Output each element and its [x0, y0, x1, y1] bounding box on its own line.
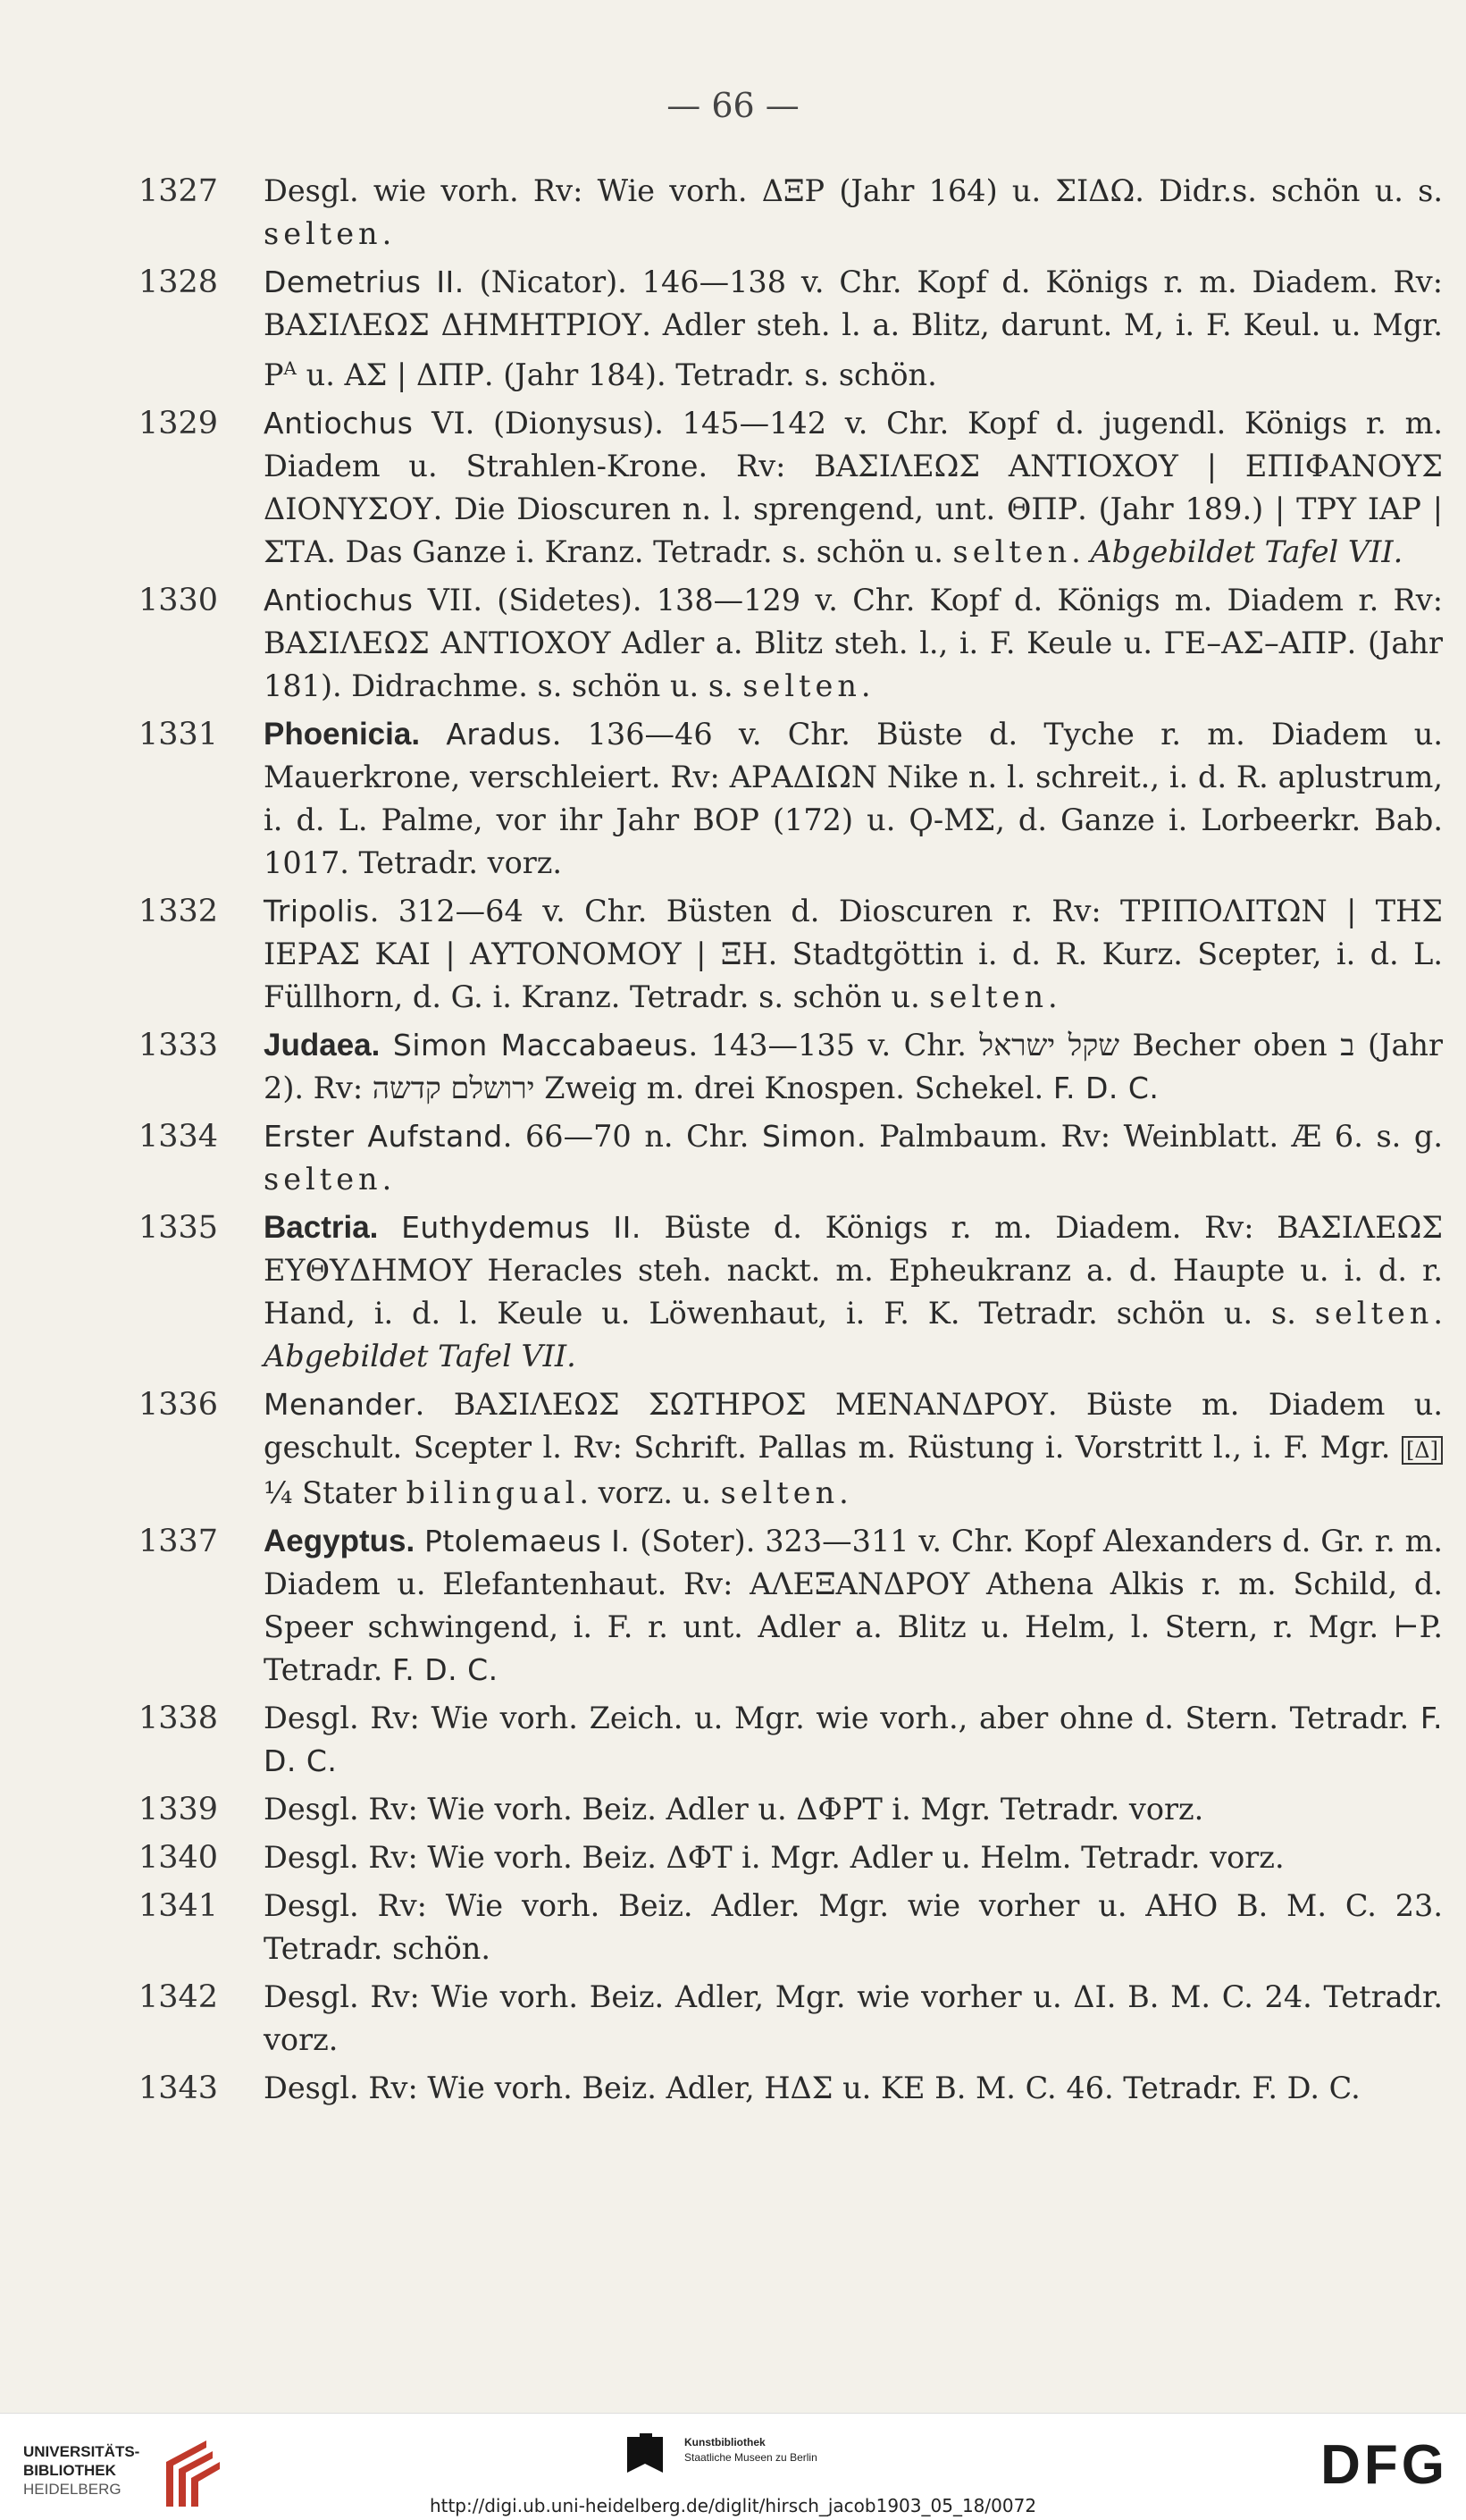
entry-name: F. D. C. — [1052, 1071, 1160, 1106]
kunstbibliothek-name — [684, 2435, 817, 2465]
catalog-entry — [138, 1836, 1443, 1879]
entry-name: Euthydemus — [401, 1210, 591, 1246]
entry-text: . — [381, 216, 392, 251]
entry-number: 1336 — [138, 1387, 219, 1424]
entry-number: 1331 — [138, 717, 219, 753]
entry-text — [591, 1210, 614, 1245]
entry-name: Demetrius — [264, 265, 422, 299]
entry-text: VI. (Dionysus). 145—142 v. Chr. Kopf d. jugendl. Königs r. m. Diadem u. Strahlen-Krone. Rv: ΒΑΣΙΛΕΩΣ ΑΝΤΙΟΧΟΥ | ΕΠΙΦΑΝΟΥΣ ΔΙΟΝΥΣΟΥ. Die Dioscuren n. l. sprengend, unt. ΘΠΡ. (Jahr 189.) | ΤΡΥ ΙΑΡ | ΣΤΑ. Das Ganze i. Kranz. Tetradr. s. schön u. — [264, 406, 1443, 570]
footer-bar — [0, 2413, 1466, 2520]
entry-name: F. D. C. — [392, 1652, 498, 1688]
entry-plate-ref: Abgebildet Tafel VII. — [264, 1339, 576, 1374]
university-library-name — [23, 2442, 139, 2499]
entry-text: . — [839, 1475, 849, 1511]
catalog-entry — [138, 1697, 1443, 1783]
entry-text — [420, 717, 446, 752]
entry-text: selten — [264, 1162, 382, 1197]
entry-description — [264, 2067, 1443, 2110]
entry-text: . 143—135 v. Chr. שקל ישראל Becher oben ב (Jahr 2). Rv: ירושלם קדשה Zweig m. drei Knospen. Schekel. — [264, 1028, 1444, 1106]
entry-number: 1339 — [138, 1792, 219, 1828]
entry-number: 1333 — [138, 1028, 219, 1064]
entry-text: . — [860, 668, 871, 704]
catalog-entry — [138, 1520, 1443, 1692]
catalog-entry — [138, 1206, 1443, 1378]
entry-description — [264, 890, 1443, 1019]
entry-number: 1342 — [138, 1979, 219, 2016]
entry-name: Antiochus — [264, 583, 414, 618]
uni-line-1: UNIVERSITÄTS- — [23, 2443, 140, 2460]
entry-text: selten — [952, 534, 1072, 570]
entry-text: Desgl. Rv: Wie vorh. Beiz. ΔΦΤ i. Mgr. Adler u. Helm. Tetradr. vorz. — [264, 1840, 1285, 1876]
catalog-entry — [138, 713, 1443, 885]
entry-number: 1341 — [138, 1888, 219, 1925]
entry-description — [264, 170, 1443, 256]
kb-line-2: Staatliche Museen zu Berlin — [684, 2451, 817, 2464]
entry-text: . 136—46 v. Chr. Büste d. Tyche r. m. Diadem u. Mauerkrone, verschleiert. Rv: ΑΡΑΔΙΩΝ Nike n. l. schreit., i. d. R. aplustrum, i. d. L. Palme, vor ihr Jahr ΒΟΡ (172) u. Ϙ-ΜΣ, d. Ganze i. Lorbeerkr. Bab. 1017. Tetradr. vorz. — [264, 717, 1443, 881]
entry-description — [264, 402, 1443, 574]
entry-name: II. — [613, 1210, 641, 1246]
entry-text: . vorz. u. — [579, 1475, 721, 1511]
entry-number: 1329 — [138, 406, 219, 442]
entry-name: Menander — [264, 1387, 415, 1423]
entry-description — [264, 1520, 1443, 1692]
entry-description — [264, 1788, 1443, 1831]
catalog-entry — [138, 1383, 1443, 1515]
entry-description — [264, 1206, 1443, 1378]
page-number: — 66 — — [666, 86, 800, 125]
entry-description — [264, 1976, 1443, 2062]
entry-text: Desgl. Rv: Wie vorh. Beiz. Adler, ΗΔΣ u. ΚΕ B. M. C. 46. Tetradr. F. D. C. — [264, 2071, 1361, 2106]
entry-name: Simon — [761, 1119, 857, 1155]
kb-line-1: Kunstbibliothek — [684, 2436, 766, 2449]
entry-text: Desgl. Rv: Wie vorh. Zeich. u. Mgr. wie vorh., aber ohne d. Stern. Tetradr. — [264, 1701, 1420, 1736]
entry-number: 1332 — [138, 894, 219, 930]
entry-text: . — [1048, 979, 1058, 1015]
kunstbibliothek-logo[interactable] — [625, 2432, 875, 2485]
entry-text: Büste d. Königs r. m. Diadem. Rv: ΒΑΣΙΛΕΩΣ ΕΥΘΥΔΗΜΟΥ Heracles steh. nackt. m. Epheukranz a. d. Haupte u. i. d. r. Hand, i. d. l. Keule u. Löwenhaut, i. F. K. Tetradr. schön u. s. — [264, 1210, 1444, 1331]
entry-text: bilingual — [406, 1475, 580, 1511]
entry-text: . — [381, 1162, 392, 1197]
catalog-entry — [138, 261, 1443, 397]
entry-number: 1343 — [138, 2071, 219, 2107]
entry-text — [421, 265, 436, 299]
entry-description — [264, 579, 1443, 708]
entry-text: (Nicator). 146—138 v. Chr. Kopf d. Königs r. m. Diadem. Rv: ΒΑΣΙΛΕΩΣ ΔΗΜΗΤΡΙΟΥ. Adler steh. l. a. Blitz, darunt. M, i. F. Keul. u. Mgr. P — [264, 265, 1443, 393]
entry-name: Erster Aufstand — [264, 1119, 503, 1155]
entry-text: . ΒΑΣΙΛΕΩΣ ΣΩΤΗΡΟΣ ΜΕΝΑΝΔΡΟΥ. Büste m. Diadem u. geschult. Scepter l. Rv: Schrift. Pallas m. Rüstung i. Vorstritt l., i. F. Mgr. — [264, 1387, 1443, 1466]
entry-text: . Palmbaum. Rv: Weinblatt. Æ 6. s. g. — [856, 1119, 1444, 1155]
entry-name: Ptolemaeus — [424, 1524, 602, 1559]
catalog-entry — [138, 579, 1443, 708]
catalog-entries — [138, 170, 1443, 2115]
entry-name: Tripolis — [264, 894, 370, 929]
entry-name: Aradus — [446, 717, 552, 752]
entry-number: 1338 — [138, 1701, 219, 1737]
entry-description — [264, 713, 1443, 885]
entry-description — [264, 1024, 1443, 1110]
entry-text — [601, 1524, 611, 1558]
catalog-entry — [138, 170, 1443, 256]
catalog-entry — [138, 1024, 1443, 1110]
entry-text: . — [1071, 534, 1091, 570]
entry-text: (Soter). 323—311 v. Chr. Kopf Alexanders d. Gr. r. m. Diadem u. Elefantenhaut. Rv: ΑΛΕΞΑΝΔΡΟΥ Athena Alkis r. m. Schild, d. Speer schwingend, i. F. r. unt. Adler a. Blitz u. Helm, l. Stern, r. Mgr. ⊢P. Tetradr. — [264, 1524, 1443, 1688]
entry-text: VII. (Sidetes). 138—129 v. Chr. Kopf d. Königs m. Diadem r. Rv: ΒΑΣΙΛΕΩΣ ΑΝΤΙΟΧΟΥ Adler a. Blitz steh. l., i. F. Keule u. ΓΕ–ΑΣ–ΑΠΡ. (Jahr 181). Didrachme. s. schön u. s. — [264, 583, 1443, 704]
catalog-entry — [138, 402, 1443, 574]
entry-text: Desgl. wie vorh. Rv: Wie vorh. ΔΞΡ (Jahr 164) u. ΣΙΔΩ. Didr. — [264, 173, 1233, 208]
entry-text: Desgl. Rv: Wie vorh. Beiz. Adler. Mgr. wie vorher u. ΑΗΟ B. M. C. 23. Tetradr. schön. — [264, 1888, 1443, 1967]
catalog-entry — [138, 1976, 1443, 2062]
entry-text: selten — [1314, 1296, 1434, 1331]
entry-text: . 312—64 v. Chr. Büsten d. Dioscuren r. Rv: ΤΡΙΠΟΛΙΤΩΝ | ΤΗΣ ΙΕΡΑΣ ΚΑΙ | ΑΥΤΟΝΟΜΟΥ | ΞΗ. Stadtgöttin i. d. R. Kurz. Scepter, i. d. L. Füllhorn, d. G. i. Kranz. Tetradr. s. schön u. — [264, 894, 1443, 1015]
entry-number: 1327 — [138, 173, 219, 209]
entry-description — [264, 1697, 1443, 1783]
entry-text: selten — [742, 668, 861, 704]
entry-description — [264, 1836, 1443, 1879]
entry-text: [Δ] — [1402, 1436, 1443, 1465]
entry-number: 1330 — [138, 583, 219, 619]
catalog-entry — [138, 1885, 1443, 1970]
entry-text: . — [1433, 1296, 1443, 1331]
catalog-entry — [138, 2067, 1443, 2110]
uni-line-3: HEIDELBERG — [23, 2481, 121, 2498]
entry-region: Phoenicia. — [264, 717, 421, 752]
catalog-entry — [138, 890, 1443, 1019]
entry-region: Bactria. — [264, 1210, 379, 1246]
catalog-entry — [138, 1788, 1443, 1831]
entry-text: Desgl. Rv: Wie vorh. Beiz. Adler, Mgr. wie vorher u. ΔΙ. B. M. C. 24. Tetradr. vorz. — [264, 1979, 1443, 2058]
entry-text — [415, 1524, 424, 1558]
entry-description — [264, 1383, 1443, 1515]
entry-plate-ref: Abgebildet Tafel VII. — [1090, 534, 1403, 570]
entry-description — [264, 261, 1443, 397]
entry-text — [378, 1210, 401, 1245]
uni-line-2: BIBLIOTHEK — [23, 2462, 116, 2479]
entry-text: . 66—70 n. Chr. — [502, 1119, 762, 1155]
entry-text: selten — [720, 1475, 840, 1511]
entry-number: 1340 — [138, 1840, 219, 1877]
entry-text: ¼ Stater — [264, 1475, 406, 1511]
catalog-entry — [138, 1115, 1443, 1201]
entry-text — [380, 1028, 393, 1063]
entry-text: selten — [929, 979, 1049, 1015]
entry-name: Simon Maccabaeus — [392, 1028, 689, 1063]
kunstbibliothek-mark-icon — [625, 2432, 670, 2476]
entry-description — [264, 1885, 1443, 1970]
dfg-logo[interactable]: DFG — [1320, 2434, 1448, 2496]
entry-number: 1334 — [138, 1119, 219, 1155]
source-url[interactable]: http://digi.ub.uni-heidelberg.de/diglit/hirsch_jacob1903_05_18/0072 — [429, 2495, 1037, 2516]
entry-number: 1328 — [138, 265, 219, 300]
entry-text: s. schön u. s. — [1232, 173, 1443, 208]
entry-description — [264, 1115, 1443, 1201]
entry-text: Desgl. Rv: Wie vorh. Beiz. Adler u. ΔΦΡΤ i. Mgr. Tetradr. vorz. — [264, 1792, 1204, 1827]
entry-text: u. ΑΣ | ΔΠΡ. (Jahr 184). Tetradr. s. schön. — [297, 357, 937, 393]
entry-number: 1337 — [138, 1524, 219, 1560]
entry-text: selten — [264, 216, 382, 251]
entry-name: II. — [436, 265, 465, 299]
entry-region: Aegyptus. — [264, 1524, 415, 1559]
entry-region: Judaea. — [264, 1028, 381, 1063]
entry-name: F. D. C. — [264, 1701, 1443, 1779]
entry-number: 1335 — [138, 1210, 219, 1247]
entry-text: A — [283, 357, 297, 379]
entry-name: I. — [611, 1524, 631, 1559]
entry-name: Antiochus — [264, 406, 414, 441]
